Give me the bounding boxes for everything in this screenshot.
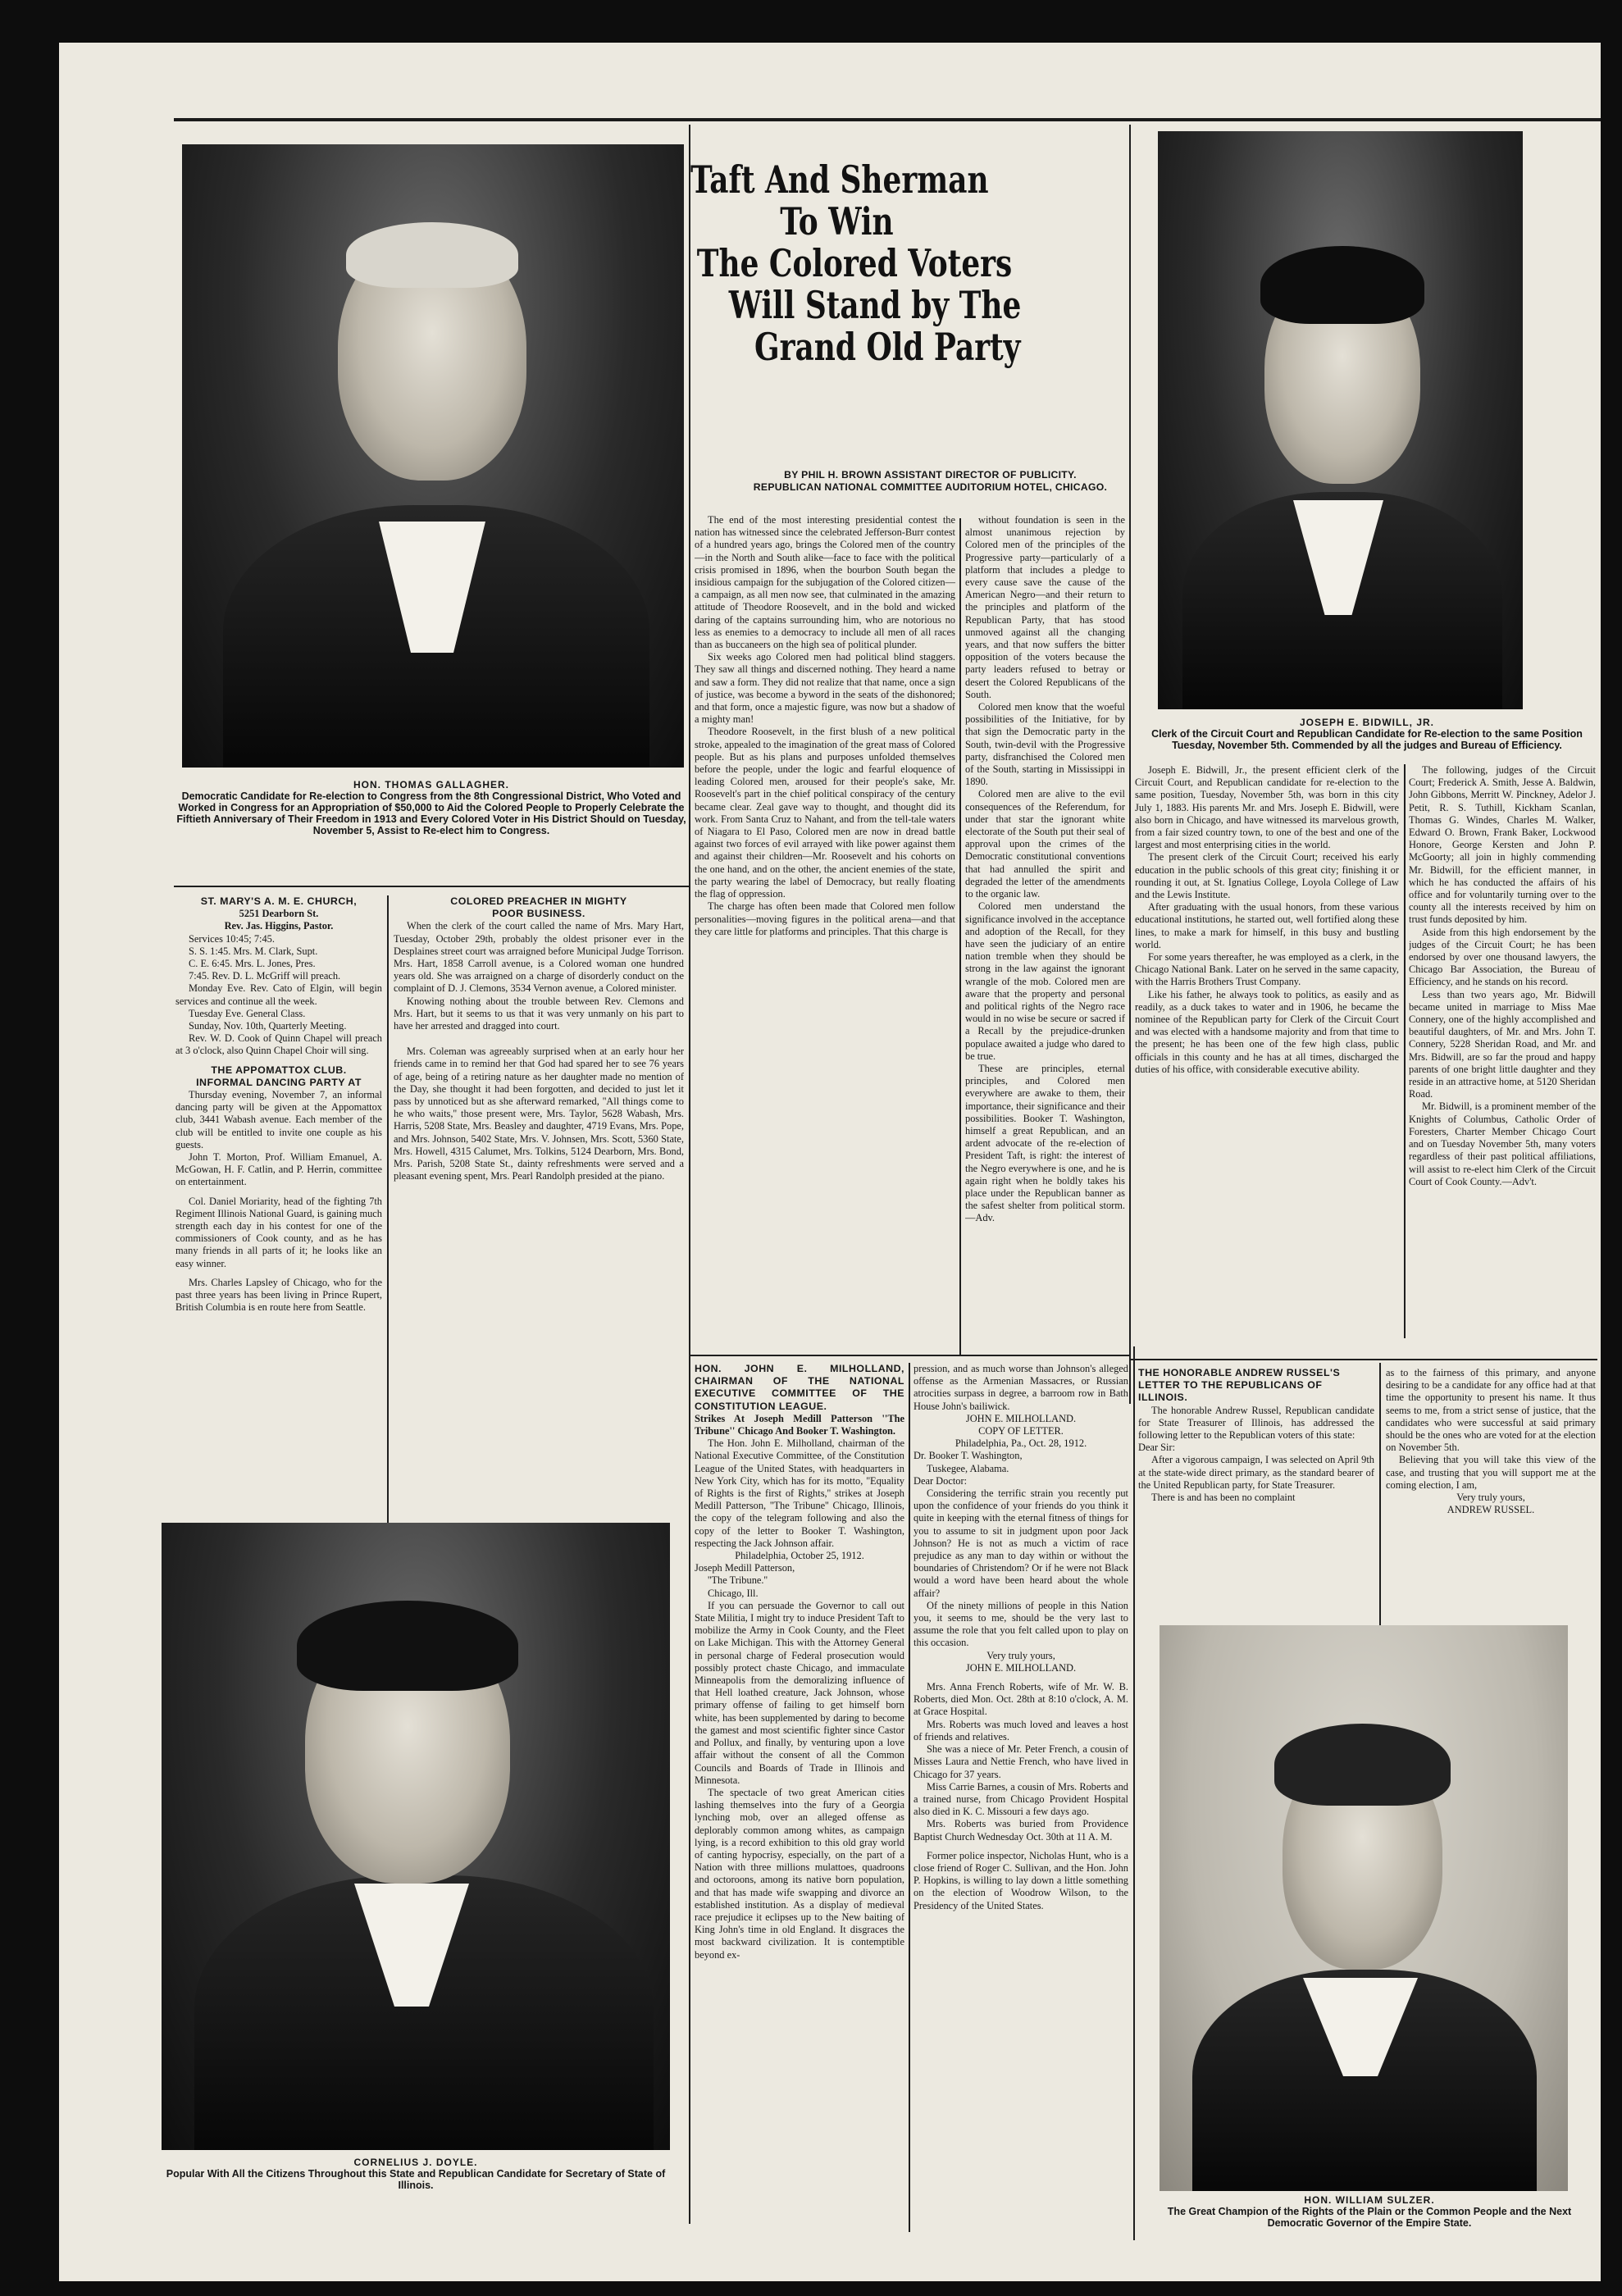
column-rule — [1129, 125, 1131, 1404]
doyle-portrait — [162, 1523, 670, 2150]
column-rule — [689, 125, 690, 2224]
byline-line: BY PHIL H. BROWN ASSISTANT DIRECTOR OF PUBLICITY. — [784, 469, 1077, 481]
headline-line: Grand Old Party — [754, 325, 1021, 369]
sulzer-name: HON. WILLIAM SULZER. — [1304, 2194, 1435, 2206]
paragraph: The honorable Andrew Russel, Republican candidate for State Treasurer of Illinois, has addressed the following letter to the Republican voters of this state: — [1138, 1404, 1374, 1442]
paragraph: After graduating with the usual honors, from these various educational institutions, he started out, well fortified along these lines, to make a mark for himself, in this busy and bustling world. — [1135, 901, 1399, 950]
headline — [690, 159, 1042, 368]
roberts-notice: Mrs. Anna French Roberts, wife of Mr. W. B. Roberts, died Mon. Oct. 28th at 8:10 o'clock, A. M. at Grace Hospital. — [914, 1681, 1128, 1718]
headline-line: Taft And Sherman — [690, 157, 989, 202]
paragraph: When the clerk of the court called the name of Mrs. Mary Hart, Tuesday, October 29th, probably the oldest prisoner ever in the Desplaines street court was arraigned before Municipal Judge Torrison. Mrs. Hart, 1858 Carroll avenue, is a Colored woman one hundred years old. She was arraigned on a charge of disorderly conduct on the complaint of D. J. Clemons, 3534 Vernon avenue, a Colored minister. — [394, 920, 684, 995]
paragraph: Less than two years ago, Mr. Bidwill became united in marriage to Miss Mae Connery, one of the highly accomplished and beautiful daughters, of Mr. and Mrs. John T. Connery, 5228 Sheridan Road, and Mr. and Mrs. Bidwill, are so far the proud and happy parents of one bright little daughter and they reside in an attractive home, at 5120 Sheridan Road. — [1409, 988, 1596, 1100]
russel-heading: THE HONORABLE ANDREW RUSSEL'S LETTER TO THE REPUBLICANS OF ILLINOIS. — [1138, 1367, 1341, 1404]
signature: JOHN E. MILHOLLAND. — [965, 1412, 1077, 1424]
paragraph: These are principles, eternal principles, and Colored men everywhere are awake to them, their importance, their significance and their possibilities. Booker T. Washington, himself a great Republican, and an ardent advocate of the re-election of President Taft, is right: the interest of the Negro everywhere is one, and he is again right when he boldly takes his place under the Republican banner as the safest shelter from political storm.—Adv. — [965, 1062, 1125, 1224]
paragraph: Joseph E. Bidwill, Jr., the present efficient clerk of the Circuit Court, and Republican candidate for re-election to the same position, Tuesday, November 5th, was born in this city July 1, 1883. His parents Mr. and Mrs. Joseph E. Bidwill, were also born in Chicago, and have witnessed its marvelous growth, from a fair sized country town, to one of the best and one of the largest and most enterprising cities in the world. — [1135, 764, 1399, 851]
address-line: Chicago, Ill. — [708, 1587, 759, 1599]
preacher-col — [394, 895, 684, 1543]
address-line: Tuskegee, Alabama. — [927, 1462, 1009, 1474]
paragraph: Aside from this high endorsement by the judges of the Circuit Court; he has been endorsed by over one thousand lawyers, the Chicago Bar Association, the Bureau of Efficiency, and he stands on his record. — [1409, 926, 1596, 988]
stmarys-pastor: Rev. Jas. Higgins, Pastor. — [224, 920, 334, 932]
stmarys-address: 5251 Dearborn St. — [239, 908, 319, 920]
taft-article-col2 — [965, 514, 1125, 1351]
moriarity-notice: Col. Daniel Moriarity, head of the fighting 7th Regiment Illinois National Guard, is gaining much strength each day in his contest for one of the commissioners of Cook county, and as he has many friends in all parts of it; he looks like an easy winner. — [175, 1195, 382, 1269]
stmarys-heading: ST. MARY'S A. M. E. CHURCH, — [200, 895, 358, 907]
paragraph: as to the fairness of this primary, and anyone desiring to be a candidate for any office had at that time the opportunity to present his name. It thus seems to me, from a strict sense of justice, that the candidates who were successful at said primary should be the ones who are voted for at the election on November 5th. — [1386, 1367, 1596, 1454]
headline-line: To Win — [780, 199, 894, 244]
salutation: Dear Doctor: — [914, 1474, 968, 1487]
paragraph: Of the ninety millions of people in this Nation you, it seems to me, should be the very last to assume the role that you felt called upon to play on this occasion. — [914, 1599, 1128, 1649]
paragraph: Knowing nothing about the trouble between Rev. Clemons and Mrs. Hart, but it seems to us that it was very unmanly on his part to have her arrested and dragged into court. — [394, 995, 684, 1032]
closing: Very truly yours, — [1456, 1492, 1525, 1504]
paragraph: The present clerk of the Circuit Court; received his early education in the public schools of this great city; finishing it or rounding it out, at St. Ignatius College, Loyola College of Law and the Lewis Institute. — [1135, 851, 1399, 901]
column-rule — [1404, 764, 1406, 1338]
gallagher-portrait — [182, 144, 684, 768]
roberts-notice: She was a niece of Mr. Peter French, a cousin of Misses Laura and Nettie French, who have lived in Chicago for 37 years. — [914, 1743, 1128, 1780]
headline-line: Will Stand by The — [728, 283, 1022, 327]
milholland-subheading: Strikes At Joseph Medill Patterson ''The Tribune'' Chicago And Booker T. Washington. — [695, 1412, 904, 1437]
paragraph: The charge has often been made that Colored men follow personalities—moving figures in the political arena—and that they care little for platforms and principles. That this charge is — [695, 900, 955, 937]
roberts-notice: Mrs. Roberts was buried from Providence Baptist Church Wednesday Oct. 30th at 11 A. M. — [914, 1818, 1128, 1843]
russel-col2 — [1386, 1367, 1596, 1625]
headline-line: The Colored Voters — [696, 241, 1013, 285]
column-rule — [1133, 1346, 1135, 2240]
lapsley-notice: Mrs. Charles Lapsley of Chicago, who for the past three years has been living in Prince Rupert, British Columbia is en route here from Seattle. — [175, 1276, 382, 1314]
signature: ANDREW RUSSEL. — [1447, 1504, 1535, 1516]
closing: Very truly yours, — [986, 1649, 1055, 1661]
russel-col1 — [1138, 1367, 1374, 1625]
left-notices-col — [175, 895, 382, 1543]
paragraph: without foundation is seen in the almost unanimous rejection by Colored men of the principles of the Progressive party—particularly of a platform that includes a pledge to every cause save the cause of the American Negro—and their return to the principles and platform of the Republican Party, that has stood unmoved against all the changing years, and that now suffers the bitter opposition of the voters because the party leaders refused to betray or desert the Colored Republicans of the South. — [965, 514, 1125, 700]
doyle-caption — [157, 2157, 674, 2191]
sulzer-portrait — [1160, 1625, 1568, 2191]
section-rule — [174, 886, 689, 887]
bidwill-name: JOSEPH E. BIDWILL, JR. — [1299, 717, 1435, 728]
paragraph: The spectacle of two great American cities lashing themselves into the fury of a Georgia lynching mob, over an alleged offense as deplorably common among whites, as campaign lying, is a record exhibition to this old gray world of canting hypocrisy, especially, on the part of a Nation with three millions mulattoes, quadroons and octoroons, among its native born population, and that has made wife swapping and divorce an established institution. As a display of medieval race prejudice it eclipses up to the New baiting of King John's time in old England. It disgraces the most backward civilization. It is contemptible beyond ex- — [695, 1786, 904, 1961]
paragraph: After a vigorous campaign, I was selected on April 9th at the state-wide direct primary, as the standard bearer of the United Republican party, for State Treasurer. — [1138, 1454, 1374, 1491]
address-line: Dr. Booker T. Washington, — [914, 1450, 1023, 1462]
paragraph: Theodore Roosevelt, in the first blush of a new political stroke, appealed to the imagination of the great mass of Colored people. But as his plans and purposes unfolded themselves before the people, under the logic and fearful eloquence of leading Colored men, aroused for their people's sake, Mr. Roosevelt's part in the chief political conspiracy of the century became clear. Zeal gave way to thought, and thought did its work. From Santa Cruz to Nahant, and from the tell-tale waters of Niagara to El Paso, Colored men are now in dread battle against two forces of evil arrayed with like power against them and against their children—Mr. Roosevelt and his cohorts on the one hand, and on the other, the ancient enemies of the state, the party wearing the label of Democracy, but really floating the flag of oppression. — [695, 726, 955, 900]
appomattox-subheading: INFORMAL DANCING PARTY AT — [196, 1076, 362, 1088]
bidwill-caption — [1133, 717, 1601, 751]
paragraph: Believing that you will take this view of the case, and trusting that you will support me at the coming election, I am, — [1386, 1454, 1596, 1491]
hunt-notice: Former police inspector, Nicholas Hunt, who is a close friend of Roger C. Sullivan, and the Hon. John P. Hopkins, is willing to lay down a little something on the election of Woodrow Wilson, to the Presidency of the United States. — [914, 1849, 1128, 1911]
preacher-subheading: POOR BUSINESS. — [492, 908, 585, 920]
stmarys-line: Tuesday Eve. General Class. — [189, 1007, 306, 1019]
column-rule — [387, 895, 389, 1535]
paragraph: Six weeks ago Colored men had political blind staggers. They saw all things and discerned nothing. They heard a name and saw a form. They did not realize that that name, once a sign of justice, was become a byword in the seats of the dishonored; and that form, once a majestic figure, was now but a shadow of a mighty man! — [695, 651, 955, 726]
top-rule — [174, 118, 1601, 121]
dateline: Philadelphia, October 25, 1912. — [735, 1550, 864, 1562]
paragraph: There is and has been no complaint — [1151, 1492, 1296, 1504]
stmarys-line: 7:45. Rev. D. L. McGriff will preach. — [189, 970, 341, 982]
column-rule — [909, 1363, 910, 2232]
stmarys-line: Sunday, Nov. 10th, Quarterly Meeting. — [189, 1020, 347, 1032]
milholland-col2 — [914, 1363, 1128, 2232]
byline — [695, 469, 1166, 494]
taft-article-col1 — [695, 514, 955, 1351]
stmarys-line: Services 10:45; 7:45. — [189, 932, 275, 945]
appomattox-heading: THE APPOMATTOX CLUB. — [211, 1064, 347, 1076]
milholland-col1 — [695, 1363, 904, 2232]
doyle-caption-text: Popular With All the Citizens Throughout this State and Republican Candidate for Secretary of State of Illinois. — [166, 2168, 666, 2191]
signature: JOHN E. MILHOLLAND. — [965, 1661, 1077, 1674]
column-rule — [959, 518, 961, 1355]
stmarys-line: C. E. 6:45. Mrs. L. Jones, Pres. — [189, 958, 316, 970]
bidwill-caption-text: Clerk of the Circuit Court and Republican Candidate for Re-election to the same Position Tuesday, November 5th. Commended by all the judges and Bureau of Efficiency. — [1151, 728, 1583, 751]
gallagher-caption — [174, 779, 689, 836]
sulzer-caption-text: The Great Champion of the Rights of the Plain or the Common People and the Next Democratic Governor of the Empire State. — [1167, 2206, 1572, 2229]
gallagher-caption-text: Democratic Candidate for Re-election to Congress from the 8th Congressional District, Who Voted and Worked in Congress for an Appropriation of $50,000 to Aid the Colored People to Properly Celebrate the Fiftieth Anniversary of Their Freedom in 1913 and Every Colored Voter in His District Should on Tuesday, November 5, Assist to Re-elect him to Congress. — [176, 790, 686, 836]
column-rule — [1379, 1363, 1381, 1625]
roberts-notice: Miss Carrie Barnes, a cousin of Mrs. Roberts and a trained nurse, from Chicago Provident Hospital also died in K. C. Missouri a few days ago. — [914, 1780, 1128, 1818]
paragraph: For some years thereafter, he was employed as a clerk, in the Chicago National Bank. Later on he served in the same capacity, with the Harris Brothers Trust Company. — [1135, 951, 1399, 988]
sulzer-caption — [1140, 2194, 1599, 2229]
byline-line: REPUBLICAN NATIONAL COMMITTEE AUDITORIUM HOTEL, CHICAGO. — [753, 481, 1108, 493]
milholland-heading: HON. JOHN E. MILHOLLAND, CHAIRMAN OF THE NATIONAL EXECUTIVE COMMITTEE OF THE CONSTITUTION LEAGUE. — [695, 1363, 904, 1412]
paragraph: Colored men know that the woeful possibilities of the Initiative, for by that sign the Democratic party in the South, twin-devil with the Progressive party, disfranchised the Colored men of the South, starting in Mississippi in 1890. — [965, 701, 1125, 788]
paragraph: Thursday evening, November 7, an informal dancing party will be given at the Appomattox club, 3441 Wabash avenue. Each member of the club will be entitled to invite one couple as his guests. — [175, 1089, 382, 1150]
paragraph: Like his father, he always took to politics, as easily and as readily, as a duck takes to water and in 1906, he became the nominee of the Republican party for Clerk of the Circuit Court and was elected with a handsome majority and from that time to the present; he has been one of the few high class, public officials in this county and he has at all times, discharged the duties of his office, with considerable executive ability. — [1135, 988, 1399, 1075]
bidwill-article-col1 — [1135, 764, 1399, 1355]
salutation: Dear Sir: — [1138, 1442, 1176, 1454]
stmarys-line: Monday Eve. Rev. Cato of Elgin, will begin services and continue all the week. — [175, 982, 382, 1007]
paragraph: Colored men understand the significance involved in the acceptance and adoption of the Recall, for they have seen the judiciary of an entire nation tremble when they should be strong in the law against the ignorant wrangle of the mob. Colored men are aware that the property and personal and political rights of the Negro race would in no wise be secure or sacred if a Recall by the prejudice-drunken populace awaited a judge who dared to be true. — [965, 900, 1125, 1062]
doyle-name: CORNELIUS J. DOYLE. — [353, 2157, 478, 2168]
section-rule — [690, 1355, 1129, 1356]
coleman-notice: Mrs. Coleman was agreeably surprised when at an early hour her friends came in to remind her that God had spared her to see 76 years of age, being of a retiring nature as her daughter made no mention of the Day, she thought it had been forgotten, and decided to just let it pass by unnoticed but as she afterward remarked, ''All things come to he who waits,'' those present were, Mrs. Taylor, 5628 Wabash, Mrs. Harris, 5208 State, Mrs. Beasley and daughter, 4719 Evans, Mrs. Pope, and Mrs. Johnson, 5402 State, Mrs. V. Johnsen, Mrs. Scott, 5360 State, Mrs. Howell, 4315 Calumet, Mrs. Tolkins, 5124 Dearborn, Mrs. Bond, Mrs. Parish, 5208 State St., dainty refreshments were served and a pleasant evening spent, Mrs. Pearl Randolph presided at the piano. — [394, 1046, 684, 1182]
paragraph: The end of the most interesting presidential contest the nation has witnessed since the celebrated Jefferson-Burr contest of a hundred years ago, brings the Colored men of the country —in the North and South alike—face to face with the political crisis promised in 1896, when the bourbon South began the insidious campaign for the subjugation of the Colored citizen—a campaign, as all men now see, that culminated in the amazing attitude of Theodore Roosevelt, and in the bold and wicked daring of the captains surrounding him, who are notorious no less as enemies to a democracy to include all men of all races than as buccaneers on the high sea of political plunder. — [695, 514, 955, 651]
paragraph: Considering the terrific strain you recently put upon the confidence of your friends do you think it quite in keeping with the eternal fitness of things for you to assume to sit in judgment upon poor Jack Johnson? He is not as much a victim of race prejudice as any man to day within or without the boundaries of Christendom? Or if he were not Black would a word have been heard about the whole affair? — [914, 1487, 1128, 1599]
copy-of-letter: COPY OF LETTER. — [978, 1425, 1064, 1437]
gallagher-name: HON. THOMAS GALLAGHER. — [353, 779, 509, 790]
stmarys-line: S. S. 1:45. Mrs. M. Clark, Supt. — [189, 945, 318, 957]
paragraph: pression, and as much worse than Johnson's alleged offense as the Armenian Massacres, or Russian atrocities surpass in degree, a barroom row in Bath House John's bailiwick. — [914, 1363, 1128, 1412]
preacher-heading: COLORED PREACHER IN MIGHTY — [450, 895, 627, 907]
section-rule — [1130, 1359, 1597, 1360]
paragraph: If you can persuade the Governor to call out State Militia, I might try to induce President Taft to mobilize the Army in Cook County, and the Fleet on Lake Michigan. This with the Attorney General in personal charge of Federal prosecution would possibly protect chaste Chicago, and immaculate Minneapolis from the demoralizing influence of that Hell loathed creature, Jack Johnson, whose primary offense of failing to get himself born white, has been supplemented by daring to become the gamest and most scientific fighter since Castor and Pollux, and finally, by venturing upon a love affair without the consent of all the Common Councils and Boards of Trade in Illinois and Minnesota. — [695, 1599, 904, 1786]
address-line: Joseph Medill Patterson, — [695, 1562, 795, 1574]
paragraph: The following, judges of the Circuit Court; Frederick A. Smith, Jesse A. Baldwin, John Gibbons, Merritt W. Pinckney, Adelor J. Petit, R. S. Tuthill, Kickham Scanlan, Thomas G. Windes, Charles M. Walker, Edward O. Brown, Frank Baker, Lockwood Honore, George Kersten and John P. McGoorty; all join in highly commending Mr. Bidwill, for the efficient manner, in which he has conducted the affairs of his office and for voluntarily turning over to the county all the interests received by him on trust funds deposited by him. — [1409, 764, 1596, 926]
roberts-notice: Mrs. Roberts was much loved and leaves a host of friends and relatives. — [914, 1718, 1128, 1742]
address-line: ''The Tribune.'' — [708, 1574, 768, 1587]
bidwill-portrait — [1158, 131, 1523, 709]
bidwill-article-col2 — [1409, 764, 1596, 1355]
paragraph: Colored men are alive to the evil consequences of the Referendum, for under that star the ignorant white electorate of the South put their seal of approval upon the crimes of the Democratic constitutional conventions that had annulled the spirit and degraded the letter of the amendments to the organic law. — [965, 788, 1125, 900]
paragraph: The Hon. John E. Milholland, chairman of the National Executive Committee, of the Constitution League of the United States, with headquarters in New York City, which has for its motto, ''Equality of Rights is the first of Rights,'' strikes at Joseph Medill Patterson, ''The Tribune'' Chicago, Illinois, the copy of the telegram following and also the copy of the letter to Booker T. Washington, respecting the Jack Johnson affair. — [695, 1437, 904, 1549]
paragraph: John T. Morton, Prof. William Emanuel, A. McGowan, H. F. Catlin, and P. Herrin, committee on entertainment. — [175, 1151, 382, 1188]
paragraph: Mr. Bidwill, is a prominent member of the Knights of Columbus, Catholic Order of Foresters, Charter Member Chicago Court and on Tuesday November 5th, many voters regardless of their past political affiliations, will assist to re-elect him Clerk of the Circuit Court of Cook County.—Adv't. — [1409, 1100, 1596, 1187]
stmarys-line: Rev. W. D. Cook of Quinn Chapel will preach at 3 o'clock, also Quinn Chapel Choir will sing. — [175, 1032, 382, 1057]
newspaper-page — [59, 43, 1601, 2281]
dateline: Philadelphia, Pa., Oct. 28, 1912. — [955, 1437, 1087, 1450]
